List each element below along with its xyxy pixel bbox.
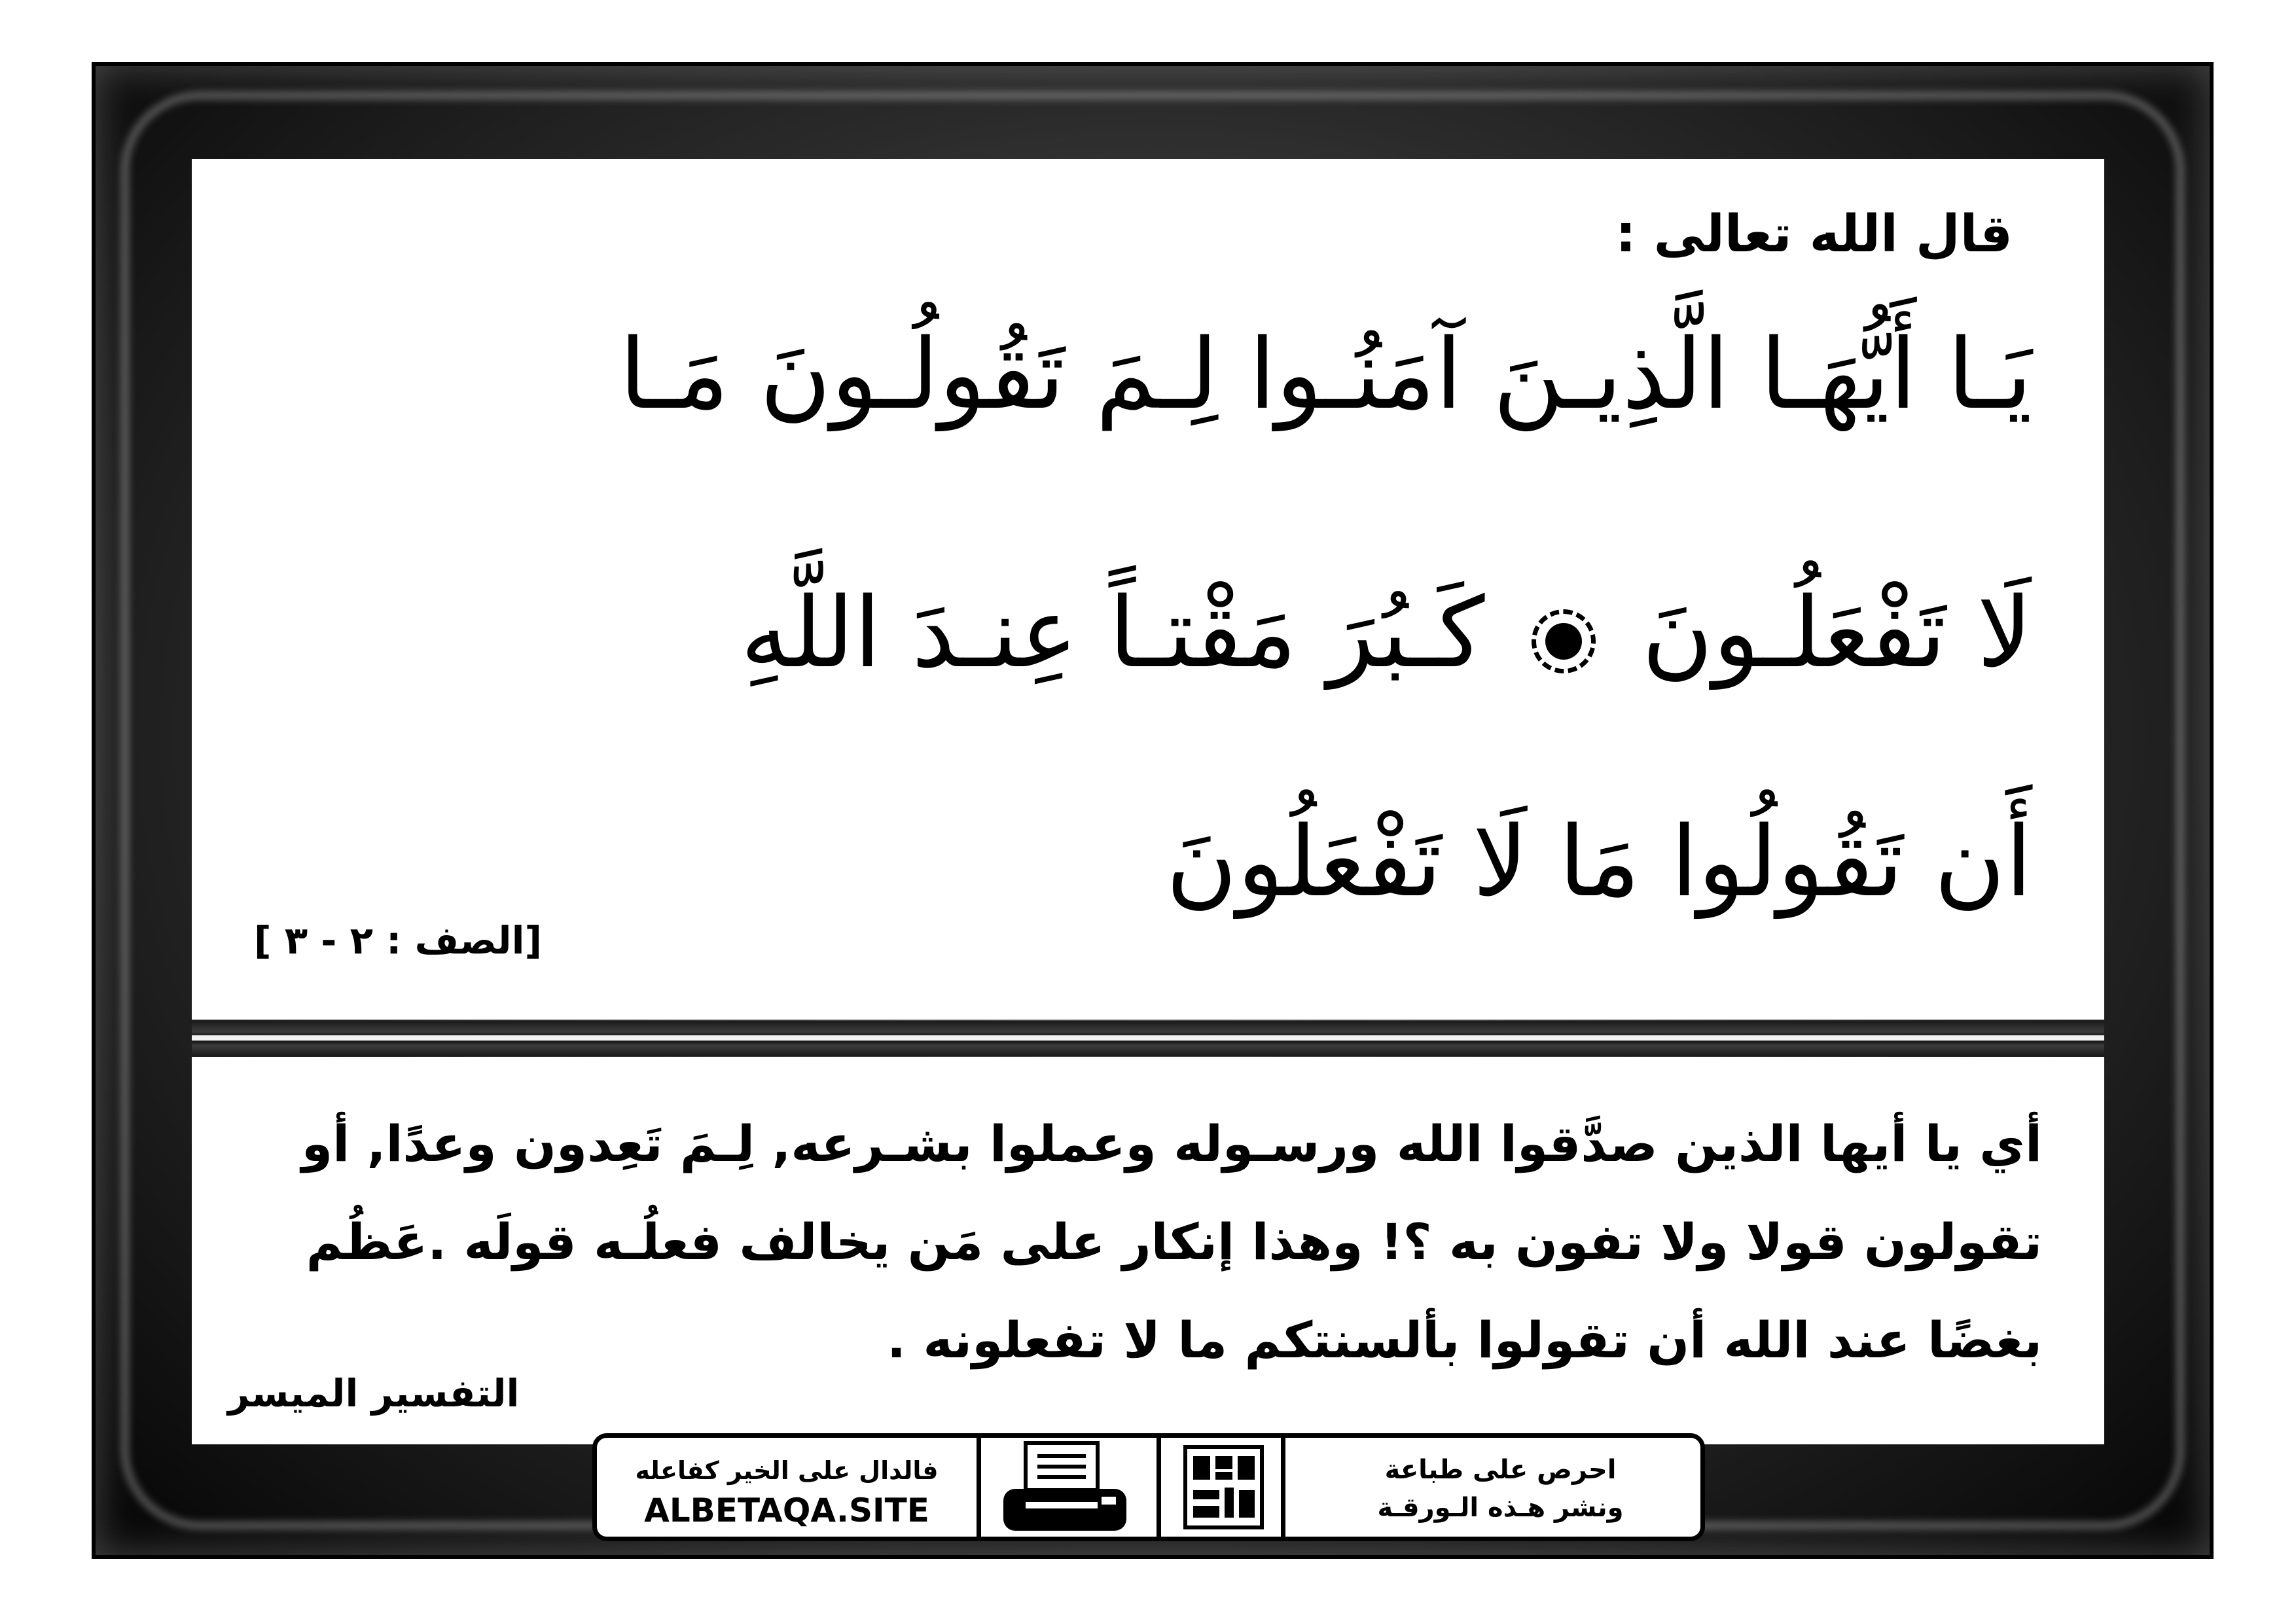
tafsir-line-2: تقولون قولا ولا تفون به ؟! وهذا إنكار على مَن يخالف فعلُـه قولَه .عَظُم <box>306 1213 2042 1271</box>
dawah-logo <box>1176 1438 1271 1537</box>
footer-separator <box>1281 1438 1285 1537</box>
verse-intro: قال الله تعالى : <box>1615 205 2013 264</box>
footer-separator <box>977 1438 981 1537</box>
panel-divider <box>192 1021 2104 1056</box>
verse-reference: [الصف : ٢ - ٣ ] <box>254 918 542 963</box>
site-url[interactable]: ALBETAQA.SITE <box>644 1491 929 1529</box>
print-note-line-2: ونشر هـذه الـورقـة <box>1377 1493 1624 1523</box>
footer-bar <box>592 1433 1705 1541</box>
footer-separator <box>1157 1438 1161 1537</box>
tafsir-line-1: أي يا أيها الذين صدَّقوا الله ورسـوله وعملوا بشـرعه, لِـمَ تَعِدون وعدًا, أو <box>301 1115 2042 1173</box>
verse-line-2-end: كَـبُرَ مَقْتـاً عِنـدَ اللَّهِ <box>740 577 1485 689</box>
printer-icon <box>999 1438 1130 1537</box>
verse-panel <box>192 159 2104 1020</box>
print-note-line-1: احرص على طباعة <box>1384 1455 1617 1485</box>
tafsir-source: التفسير الميسر <box>228 1371 520 1416</box>
tafsir-panel <box>192 1057 2104 1444</box>
tafsir-line-3: بغضًا عند الله أن تقولوا بألسنتكم ما لا تفعلونه . <box>887 1311 2042 1369</box>
verse-line-1: يَـا أَيُّهَـا الَّذِيـنَ آمَنُـوا لِـمَ تَقُولُـونَ مَـا <box>619 318 2032 431</box>
site-tagline: فالدال على الخير كفاعله <box>635 1456 939 1485</box>
verse-end-ornament-icon <box>1532 609 1596 673</box>
site-box[interactable] <box>597 1438 977 1537</box>
verse-line-2-start: لَا تَفْعَلُـونَ <box>1641 577 2032 689</box>
print-note <box>1300 1438 1700 1537</box>
verse-line-2 <box>270 577 2032 689</box>
verse-line-3: أَن تَقُولُوا مَا لَا تَفْعَلُونَ <box>1166 806 2032 918</box>
